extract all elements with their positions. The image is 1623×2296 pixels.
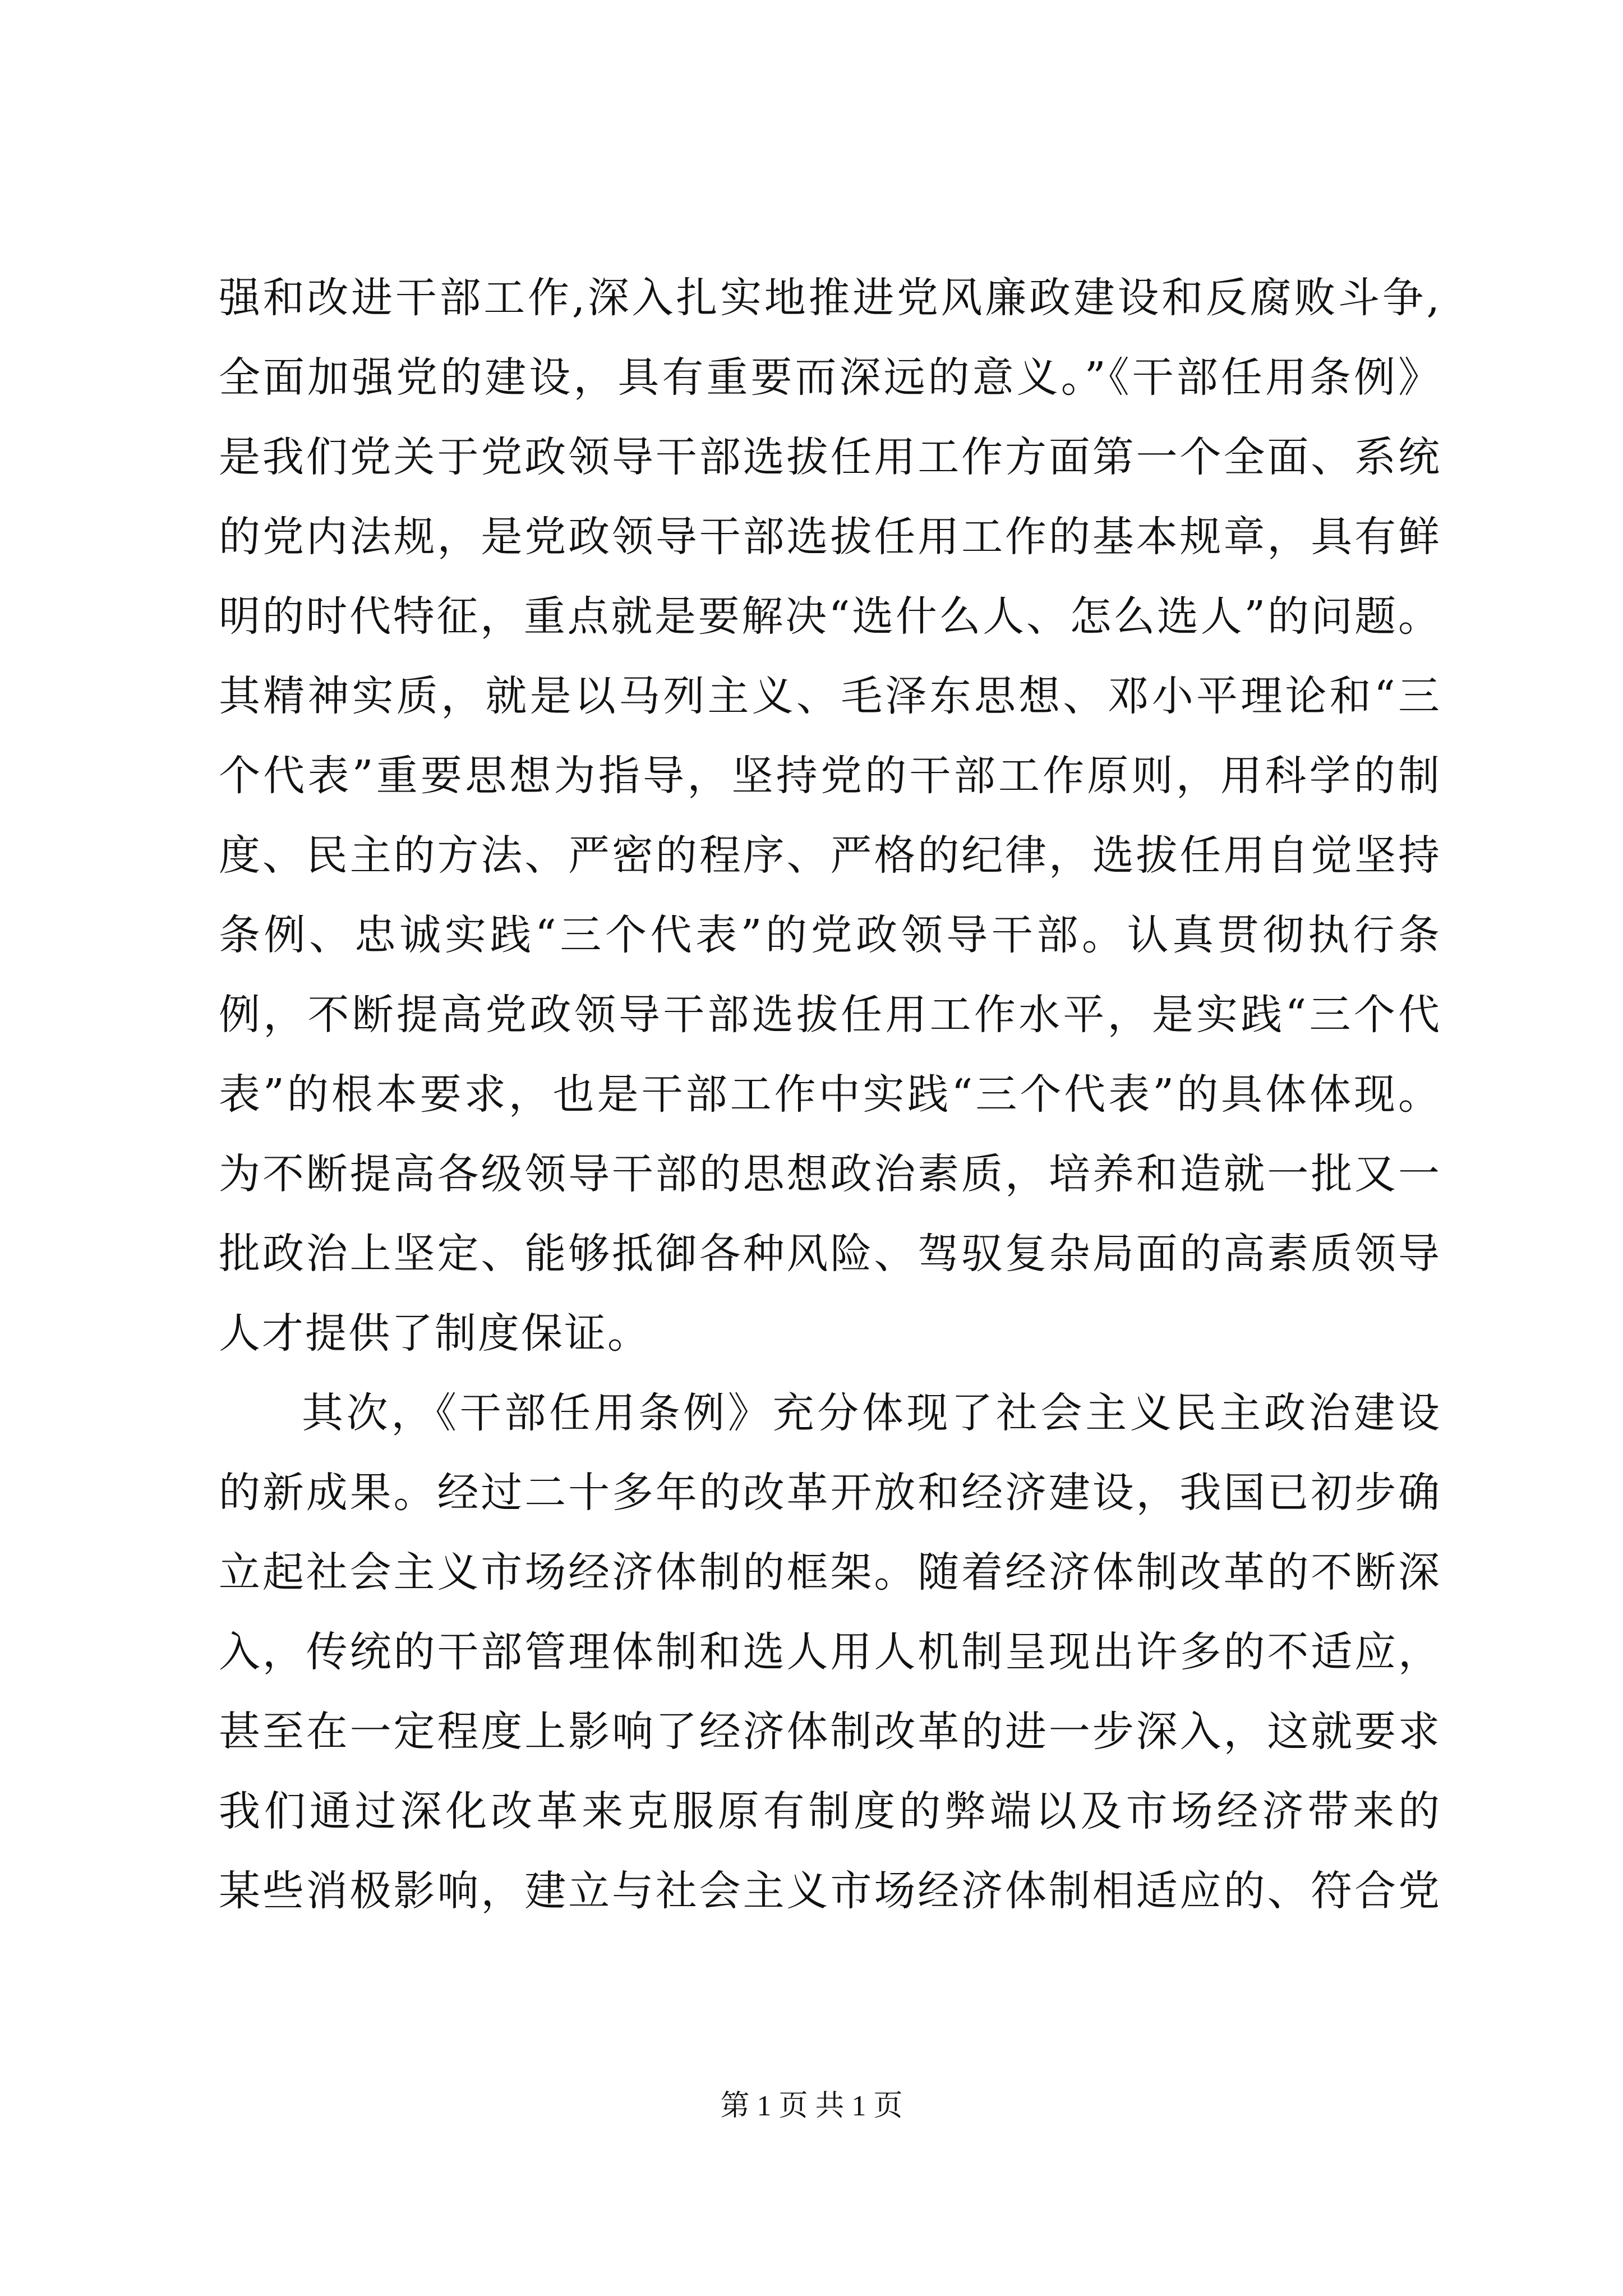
body-text: [219, 258, 1441, 1931]
text-line: 甚至在一定程度上影响了经济体制改革的进一步深入，这就要求: [219, 1708, 1441, 1756]
text-line: 我们通过深化改革来克服原有制度的弊端以及市场经济带来的: [219, 1787, 1441, 1835]
text-line: 的党内法规，是党政领导干部选拔任用工作的基本规章，具有鲜: [219, 513, 1441, 561]
text-line: 为不断提高各级领导干部的思想政治素质，培养和造就一批又一: [219, 1150, 1441, 1198]
text-line: 明的时代特征，重点就是要解决“选什么人、怎么选人”的问题。: [219, 592, 1441, 641]
text-line: 表”的根本要求，也是干部工作中实践“三个代表”的具体体现。: [219, 1070, 1441, 1119]
text-line: 强和改进干部工作,深入扎实地推进党风廉政建设和反腐败斗争,: [219, 274, 1441, 322]
text-line: 个代表”重要思想为指导，坚持党的干部工作原则，用科学的制: [219, 752, 1441, 800]
text-line: 条例、忠诚实践“三个代表”的党政领导干部。认真贯彻执行条: [219, 911, 1441, 959]
text-line: 某些消极影响，建立与社会主义市场经济体制相适应的、符合党: [219, 1867, 1441, 1915]
text-line: 度、民主的方法、严密的程序、严格的纪律，选拔任用自觉坚持: [219, 831, 1441, 880]
text-line: 是我们党关于党政领导干部选拔任用工作方面第一个全面、系统: [219, 433, 1441, 481]
text-line: 人才提供了制度保证。: [219, 1309, 651, 1358]
text-line: 入，传统的干部管理体制和选人用人机制呈现出许多的不适应，: [219, 1628, 1441, 1676]
page-footer: 第 1 页 共 1 页: [720, 2090, 903, 2122]
text-line: 其精神实质，就是以马列主义、毛泽东思想、邓小平理论和“三: [219, 672, 1441, 720]
text-line: 例，不断提高党政领导干部选拔任用工作水平，是实践“三个代: [219, 991, 1441, 1039]
text-line: 立起社会主义市场经济体制的框架。随着经济体制改革的不断深: [219, 1548, 1441, 1596]
text-line: 的新成果。经过二十多年的改革开放和经济建设，我国已初步确: [219, 1469, 1441, 1517]
text-line: 其次，《干部任用条例》充分体现了社会主义民主政治建设: [302, 1389, 1441, 1437]
text-line: 批政治上坚定、能够抵御各种风险、驾驭复杂局面的高素质领导: [219, 1230, 1441, 1278]
text-line: 全面加强党的建设，具有重要而深远的意义。”《干部任用条例》: [219, 353, 1441, 402]
